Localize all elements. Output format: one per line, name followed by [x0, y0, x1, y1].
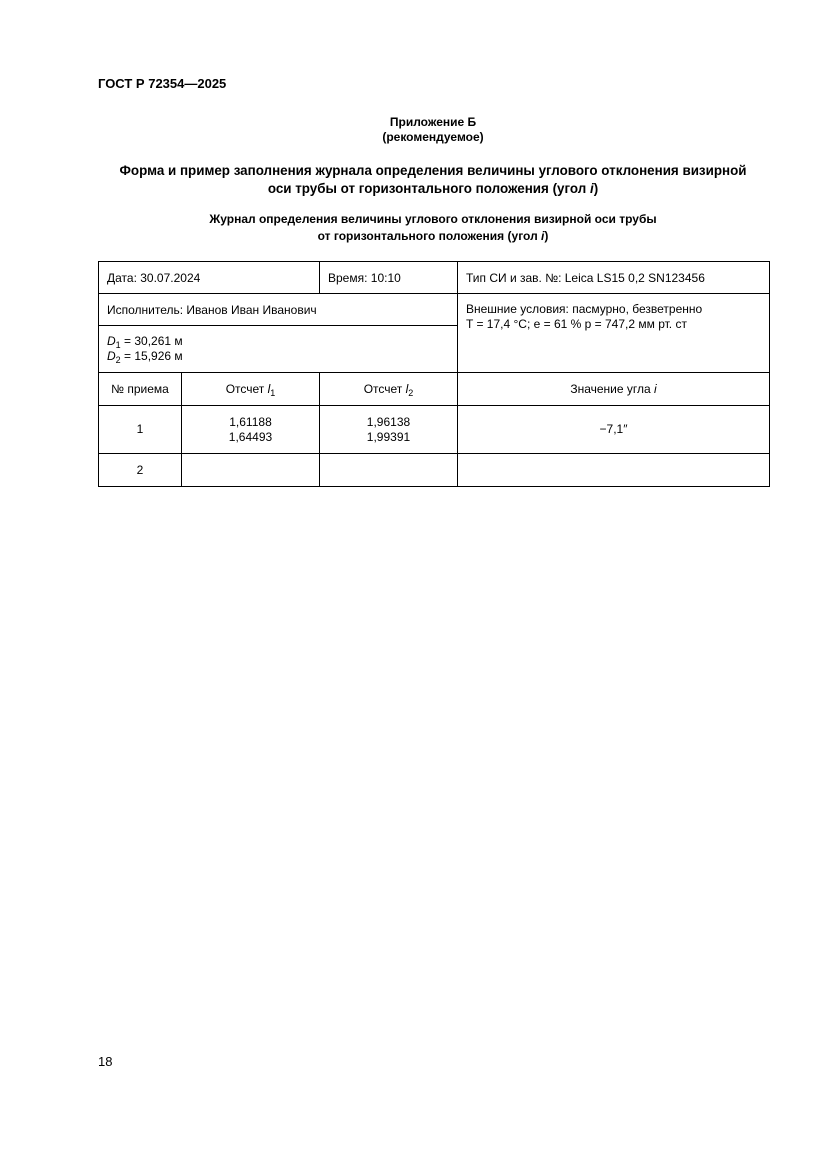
appendix-heading — [98, 115, 768, 145]
reading-l2-cell — [320, 454, 458, 487]
appendix-title: Приложение Б — [389, 115, 477, 129]
journal-table — [98, 261, 770, 487]
angle-value: −7,1″ — [458, 406, 770, 454]
appendix-status: (рекомендуемое) — [382, 130, 484, 144]
distances-cell — [99, 326, 458, 373]
angle-value — [458, 454, 770, 487]
reading-l1-cell — [182, 406, 320, 454]
table-row — [99, 294, 770, 326]
date-cell: Дата: 30.07.2024 — [99, 262, 320, 294]
form-title-line1: Форма и пример заполнения журнала определения величины углового отклонения визирной — [119, 163, 747, 178]
reception-number: 2 — [99, 454, 182, 487]
reading-value: 1,99391 — [366, 429, 411, 444]
table-row — [99, 454, 770, 487]
journal-title-line1: Журнал определения величины углового отклонения визирной оси трубы — [209, 212, 657, 226]
distance-d2: $D_2 = 15,926$ м — [107, 349, 183, 365]
form-title-line2: оси трубы от горизонтального положения (угол i) — [267, 181, 599, 196]
conditions-line2: T = 17,4 °C; e = 61 % p = 747,2 мм рт. ст — [466, 317, 687, 331]
reading-l1-cell — [182, 454, 320, 487]
header-reading-l2: Отсчет $l_2$ — [320, 373, 458, 406]
reading-value: 1,64493 — [228, 429, 273, 444]
journal-title — [98, 211, 768, 245]
executor-cell: Исполнитель: Иванов Иван Иванович — [99, 294, 458, 326]
header-reception: № приема — [99, 373, 182, 406]
table-row — [99, 406, 770, 454]
conditions-line1: Внешние условия: пасмурно, безветренно — [466, 302, 703, 316]
header-reading-l1: Отсчет $l_1$ — [182, 373, 320, 406]
header-angle: Значение угла i — [458, 373, 770, 406]
time-cell: Время: 10:10 — [320, 262, 458, 294]
conditions-cell — [458, 294, 770, 373]
page-number: 18 — [98, 1054, 113, 1069]
instrument-cell: Тип СИ и зав. №: Leica LS15 0,2 SN123456 — [458, 262, 770, 294]
journal-title-line2: от горизонтального положения (угол i) — [317, 229, 549, 243]
reading-value: 1,61188 — [229, 414, 272, 429]
reading-value: 1,96138 — [366, 414, 411, 429]
distance-d1: $D_1 = 30,261$ м — [107, 334, 183, 350]
document-code: ГОСТ Р 72354—2025 — [98, 76, 227, 91]
table-row — [99, 262, 770, 294]
form-title — [98, 162, 768, 198]
reception-number: 1 — [99, 406, 182, 454]
table-header-row — [99, 373, 770, 406]
reading-l2-cell — [320, 406, 458, 454]
